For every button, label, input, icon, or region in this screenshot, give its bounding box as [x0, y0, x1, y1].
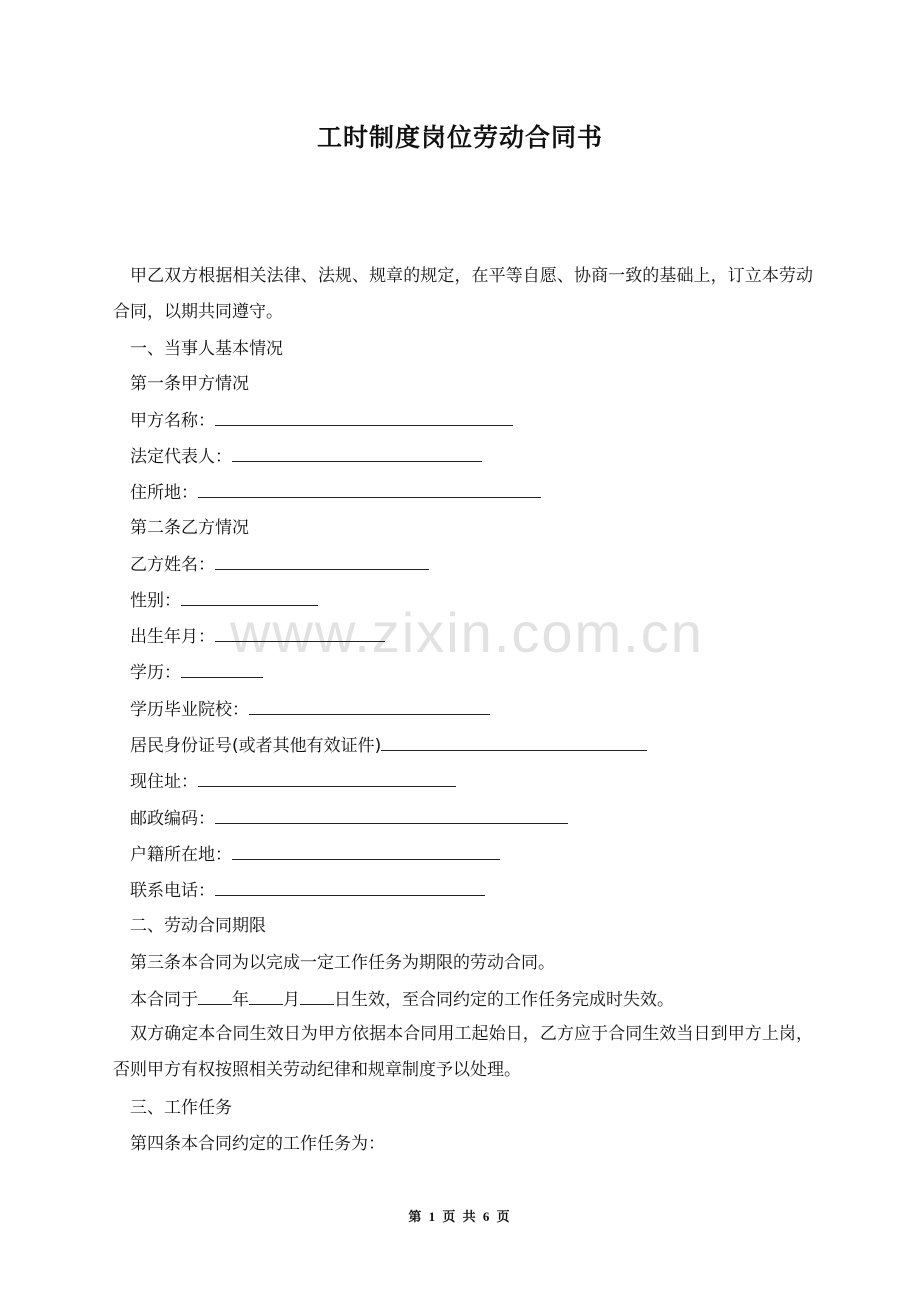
- field-party-a-address: [130, 480, 541, 505]
- field-label: 居民身份证号(或者其他有效证件): [130, 736, 382, 756]
- field-gender: [130, 588, 318, 613]
- section-heading-tasks: 三、工作任务: [130, 1098, 232, 1118]
- field-phone: [130, 878, 485, 903]
- field-current-address: [130, 769, 456, 794]
- effective-year: 年: [232, 990, 249, 1010]
- field-label: 法定代表人：: [130, 447, 232, 467]
- blank-day: [300, 987, 334, 1005]
- document-title: 工时制度岗位劳动合同书: [316, 123, 603, 152]
- blank-line: [215, 408, 513, 426]
- field-birth-date: [130, 624, 385, 649]
- article-heading-party-b: 第二条乙方情况: [130, 518, 249, 538]
- field-label: 住所地：: [130, 483, 198, 503]
- field-label: 联系电话：: [130, 881, 215, 901]
- field-label: 性别：: [130, 591, 181, 611]
- field-id-number: [130, 733, 647, 758]
- field-party-a-name: [130, 408, 513, 433]
- effective-prefix: 本合同于: [130, 990, 198, 1010]
- field-label: 现住址：: [130, 772, 198, 792]
- field-postcode: [130, 806, 568, 831]
- field-label: 学历：: [130, 663, 181, 683]
- article-4-text: 第四条本合同约定的工作任务为：: [130, 1134, 385, 1154]
- blank-line: [215, 878, 485, 896]
- field-household-registration: [130, 842, 500, 867]
- blank-line: [232, 444, 482, 462]
- blank-line: [181, 588, 318, 606]
- article-3-text: 第三条本合同为以完成一定工作任务为期限的劳动合同。: [130, 953, 555, 973]
- field-school: [130, 697, 490, 722]
- field-legal-representative: [130, 444, 482, 469]
- blank-line: [198, 480, 541, 498]
- field-party-b-name: [130, 552, 429, 577]
- section-heading-term: 二、劳动合同期限: [130, 916, 266, 936]
- effective-date-line: [130, 987, 674, 1012]
- field-label: 乙方姓名：: [130, 555, 215, 575]
- blank-line: [198, 769, 456, 787]
- blank-line: [215, 624, 385, 642]
- section-heading-parties: 一、当事人基本情况: [130, 339, 283, 359]
- article-heading-party-a: 第一条甲方情况: [130, 374, 249, 394]
- field-label: 甲方名称：: [130, 411, 215, 431]
- blank-line: [232, 842, 500, 860]
- field-education: [130, 660, 263, 685]
- blank-month: [249, 987, 283, 1005]
- blank-line: [381, 733, 647, 751]
- effective-month: 月: [283, 990, 300, 1010]
- blank-line: [215, 552, 429, 570]
- field-label: 学历毕业院校：: [130, 700, 249, 720]
- field-label: 邮政编码：: [130, 809, 215, 829]
- field-label: 户籍所在地：: [130, 845, 232, 865]
- field-label: 出生年月：: [130, 627, 215, 647]
- start-date-paragraph: 双方确定本合同生效日为甲方依据本合同用工起始日，乙方应于合同生效当日到甲方上岗，否则甲方有权按照相关劳动纪律和规章制度予以处理。: [113, 1024, 813, 1080]
- blank-line: [215, 806, 568, 824]
- effective-suffix: 日生效，至合同约定的工作任务完成时失效。: [334, 990, 674, 1010]
- watermark-text: www.zixin.com.cn: [230, 601, 704, 664]
- blank-year: [198, 987, 232, 1005]
- blank-line: [249, 697, 490, 715]
- blank-line: [181, 660, 263, 678]
- intro-paragraph: 甲乙双方根据相关法律、法规、规章的规定，在平等自愿、协商一致的基础上，订立本劳动合同，以期共同遵守。: [113, 266, 813, 322]
- page-footer: 第 1 页 共 6 页: [408, 1209, 512, 1224]
